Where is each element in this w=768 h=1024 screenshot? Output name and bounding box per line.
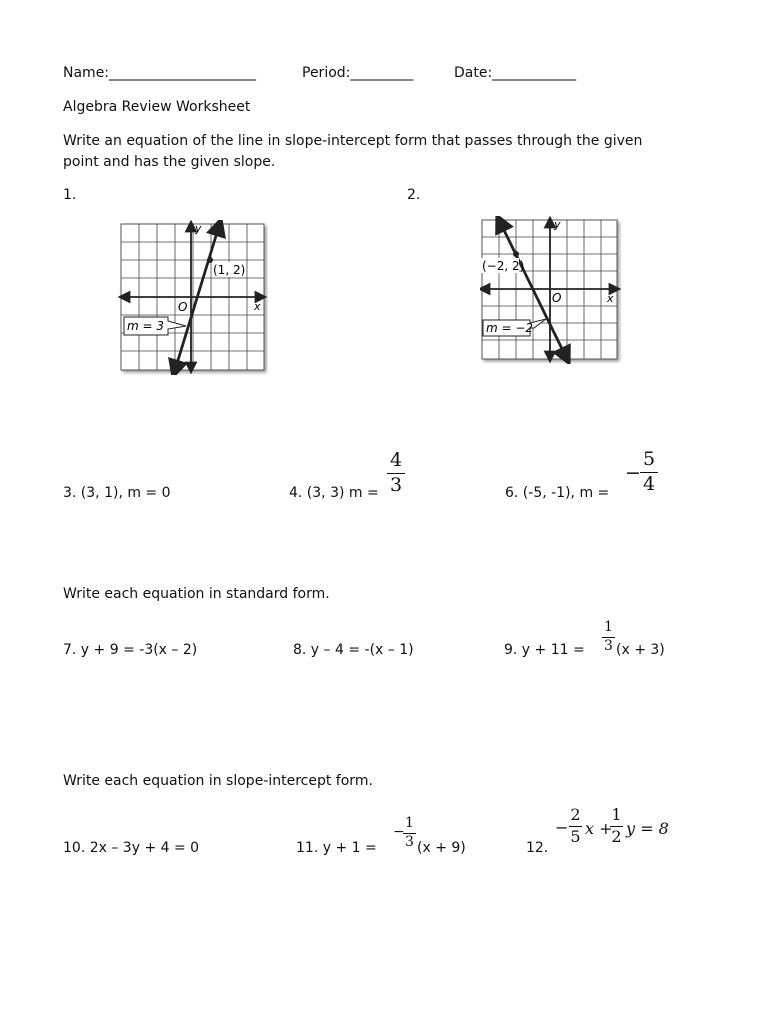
problem-2-number: 2. bbox=[407, 187, 421, 203]
problem-12-fraction-1 bbox=[569, 807, 582, 845]
problem-12-number: 12. bbox=[526, 840, 549, 856]
problem-11-denominator: 3 bbox=[405, 834, 414, 850]
problem-9-text-before: 9. y + 11 = bbox=[504, 642, 585, 658]
problem-6-denominator: 4 bbox=[642, 473, 656, 495]
graph-2-y-label: y bbox=[554, 218, 561, 231]
section1-instructions-line2: point and has the given slope. bbox=[63, 154, 276, 170]
problem-6-fraction bbox=[640, 450, 658, 494]
problem-8: 8. y – 4 = -(x – 1) bbox=[293, 642, 414, 658]
problem-9-numerator: 1 bbox=[604, 619, 613, 635]
problem-7: 7. y + 9 = -3(x – 2) bbox=[63, 642, 198, 658]
graph-1-x-label: x bbox=[254, 300, 261, 313]
problem-4-fraction bbox=[387, 451, 405, 495]
problem-12-fraction-1-numerator: 2 bbox=[570, 805, 581, 824]
graph-2-x-label: x bbox=[607, 292, 614, 305]
graph-2-point-label: (−2, 2) bbox=[482, 259, 525, 273]
problem-9-fraction bbox=[602, 620, 615, 653]
graph-1-origin-label: O bbox=[178, 300, 188, 314]
name-field-label: Name:_____________________ bbox=[63, 65, 257, 81]
section3-instructions: Write each equation in slope-intercept form. bbox=[63, 773, 373, 789]
problem-4-text: 4. (3, 3) m = bbox=[289, 485, 379, 501]
section1-instructions-line1: Write an equation of the line in slope-intercept form that passes through the given bbox=[63, 133, 643, 149]
problem-6-text: 6. (-5, -1), m = bbox=[505, 485, 610, 501]
problem-12-fraction-2-denominator: 2 bbox=[611, 827, 622, 846]
problem-9-text-after: (x + 3) bbox=[616, 642, 665, 658]
problem-12-sign: − bbox=[555, 818, 569, 837]
problem-12-middle: x + bbox=[585, 819, 613, 838]
problem-11-text-after: (x + 9) bbox=[417, 840, 466, 856]
problem-12-fraction-2-numerator: 1 bbox=[611, 805, 622, 824]
problem-6-numerator: 5 bbox=[642, 448, 656, 470]
problem-1-graph bbox=[118, 220, 268, 375]
worksheet-title: Algebra Review Worksheet bbox=[63, 99, 251, 115]
graph-2-origin-label: O bbox=[552, 291, 562, 305]
problem-10: 10. 2x – 3y + 4 = 0 bbox=[63, 840, 200, 856]
period-field-label: Period:_________ bbox=[302, 65, 414, 81]
problem-11-numerator: 1 bbox=[405, 815, 414, 831]
problem-12-fraction-1-denominator: 5 bbox=[570, 827, 581, 846]
problem-4-denominator: 3 bbox=[389, 474, 403, 496]
date-field-label: Date:____________ bbox=[454, 65, 577, 81]
problem-4-numerator: 4 bbox=[389, 449, 403, 471]
problem-12-end: y = 8 bbox=[626, 819, 669, 838]
problem-11-sign: − bbox=[393, 824, 405, 840]
graph-1-y-label: y bbox=[195, 222, 202, 235]
problem-11-fraction bbox=[403, 816, 416, 849]
graph-1-slope-label: m = 3 bbox=[127, 319, 165, 333]
problem-12-fraction-2 bbox=[610, 807, 623, 845]
problem-1-number: 1. bbox=[63, 187, 77, 203]
graph-2-point bbox=[513, 251, 519, 257]
problem-11-text-before: 11. y + 1 = bbox=[296, 840, 377, 856]
graph-1-point-label: (1, 2) bbox=[213, 263, 246, 277]
graph-2-slope-label: m = −2 bbox=[486, 321, 534, 335]
problem-3: 3. (3, 1), m = 0 bbox=[63, 485, 171, 501]
problem-6-sign: − bbox=[625, 462, 641, 484]
problem-2-graph bbox=[480, 216, 622, 364]
section2-instructions: Write each equation in standard form. bbox=[63, 586, 330, 602]
problem-9-denominator: 3 bbox=[604, 638, 613, 654]
